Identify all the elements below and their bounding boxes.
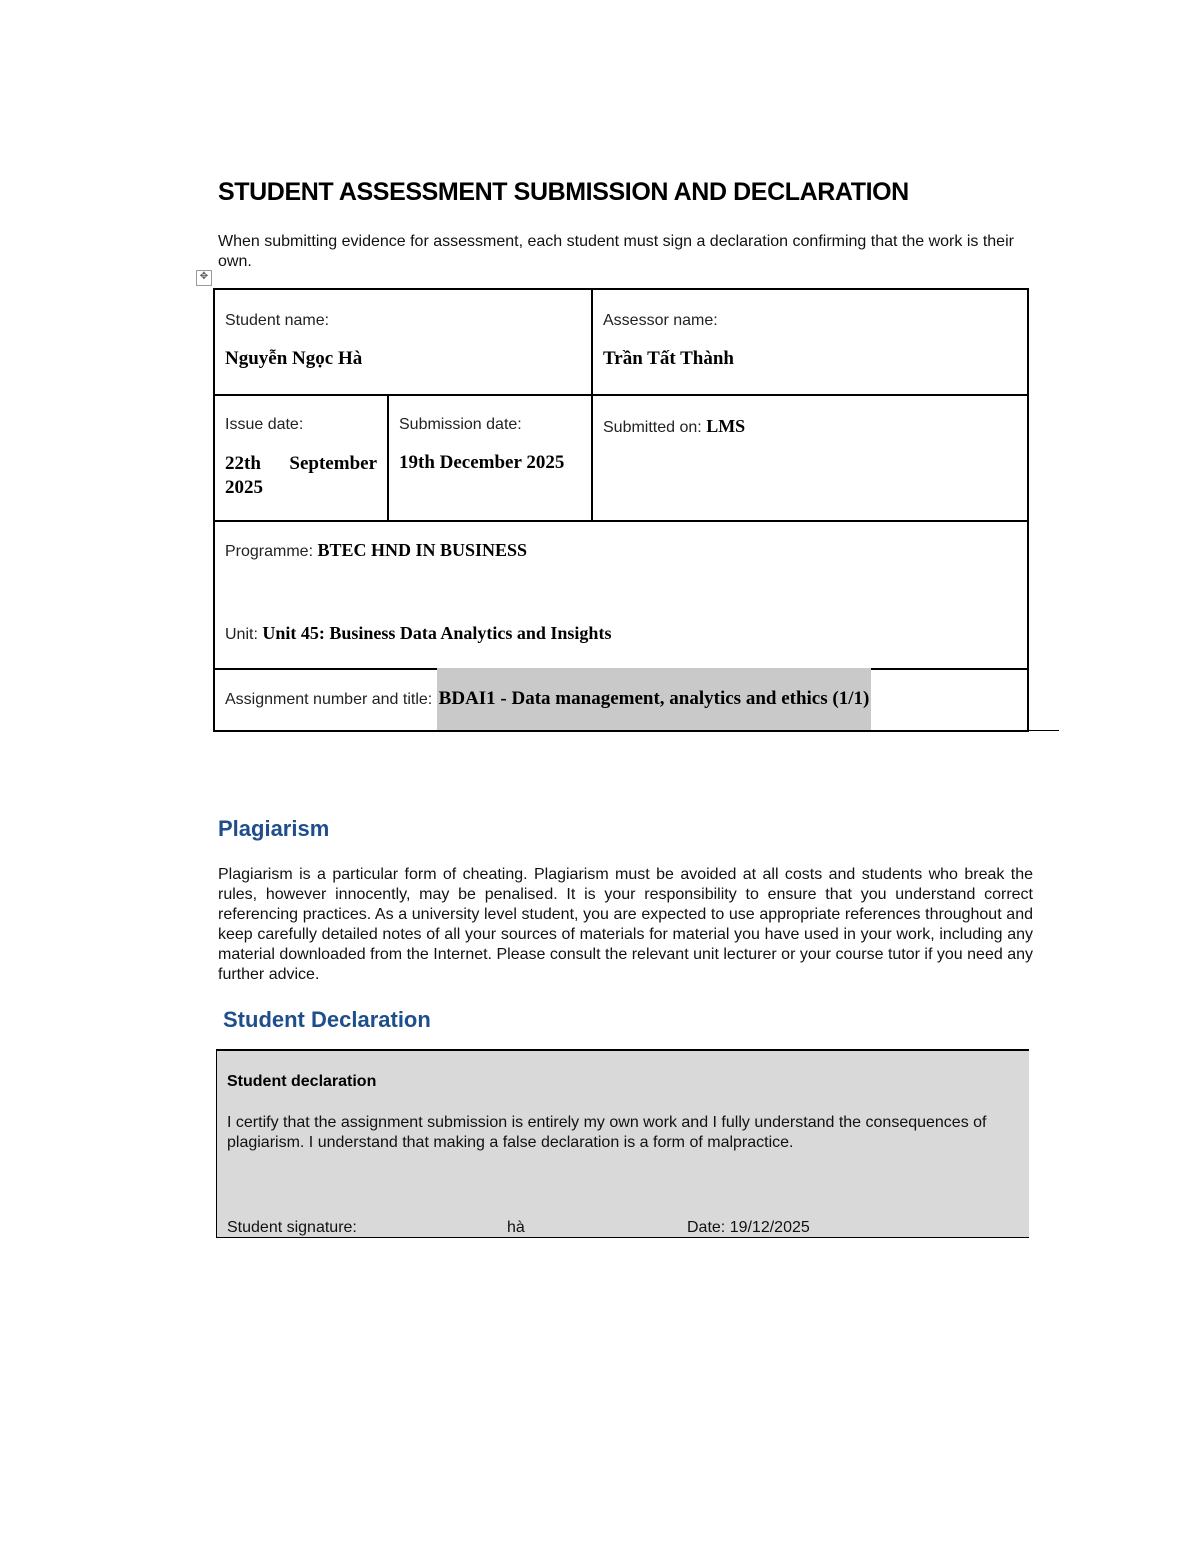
submitted-on-label: Submitted on:: [603, 419, 702, 436]
signature-label: Student signature:: [227, 1219, 357, 1236]
issue-date-label: Issue date:: [225, 416, 304, 433]
submitted-on-cell: [593, 394, 1027, 520]
submission-date-label: Submission date:: [399, 416, 522, 433]
plagiarism-text: Plagiarism is a particular form of cheating. Plagiarism must be avoided at all costs and students who break the rules, however innocently, may be penalised. It is your responsibility to ensure that you understand correct referencing practices. As a university level student, you are expected to use appropriate references throughout and keep carefully detailed notes of all your sources of materials for material you have used in your work, including any material downloaded from the Internet. Please consult the relevant unit lecturer or your course tutor if you need any further advice.: [218, 866, 1033, 983]
table-row: [215, 290, 1027, 396]
programme-value: BTEC HND IN BUSINESS: [317, 540, 528, 560]
issue-date-cell: [215, 394, 389, 520]
cover-sheet-table: [213, 288, 1029, 732]
table-row: [215, 394, 1027, 522]
submission-date-cell: [389, 394, 593, 520]
table-move-icon[interactable]: ✥: [196, 270, 212, 286]
assignment-value: BDAI1 - Data management, analytics and ethics (1/1): [437, 668, 872, 730]
unit-label: Unit:: [225, 626, 258, 643]
student-name-value: Nguyễn Ngọc Hà: [225, 348, 363, 369]
student-name-label: Student name:: [225, 312, 330, 329]
page-title: STUDENT ASSESSMENT SUBMISSION AND DECLARATION: [218, 178, 909, 206]
assessor-name-label: Assessor name:: [603, 312, 718, 329]
assignment-cell: [215, 668, 1027, 730]
student-name-cell: [215, 290, 593, 394]
assessor-name-value: Trần Tất Thành: [603, 348, 734, 369]
assessor-name-cell: [593, 290, 1027, 394]
programme-label: Programme:: [225, 543, 314, 560]
submitted-on-value: LMS: [706, 416, 746, 436]
plagiarism-heading: Plagiarism: [218, 816, 330, 841]
declaration-heading: Student Declaration: [223, 1007, 431, 1032]
assignment-label: Assignment number and title:: [225, 691, 433, 708]
declaration-box: [216, 1049, 1029, 1238]
programme-unit-cell: [215, 520, 1027, 668]
submission-date-value: 19th December 2025: [399, 452, 565, 473]
table-row: [215, 668, 1027, 732]
table-row: [215, 520, 1027, 670]
signature-value: hà: [507, 1219, 525, 1236]
declaration-box-title: Student declaration: [227, 1073, 377, 1090]
intro-text: When submitting evidence for assessment, each student must sign a declaration confirming that the work is their own.: [218, 233, 1014, 270]
table-edge-line: [1028, 730, 1059, 731]
unit-value: Unit 45: Business Data Analytics and Insights: [262, 623, 612, 643]
issue-date-value: 22th September 2025: [225, 453, 377, 498]
signature-row: [227, 1219, 1027, 1239]
declaration-text: I certify that the assignment submission is entirely my own work and I fully understand the consequences of plagiarism. I understand that making a false declaration is a form of malpractice.: [227, 1114, 987, 1151]
declaration-date: Date: 19/12/2025: [687, 1219, 810, 1236]
